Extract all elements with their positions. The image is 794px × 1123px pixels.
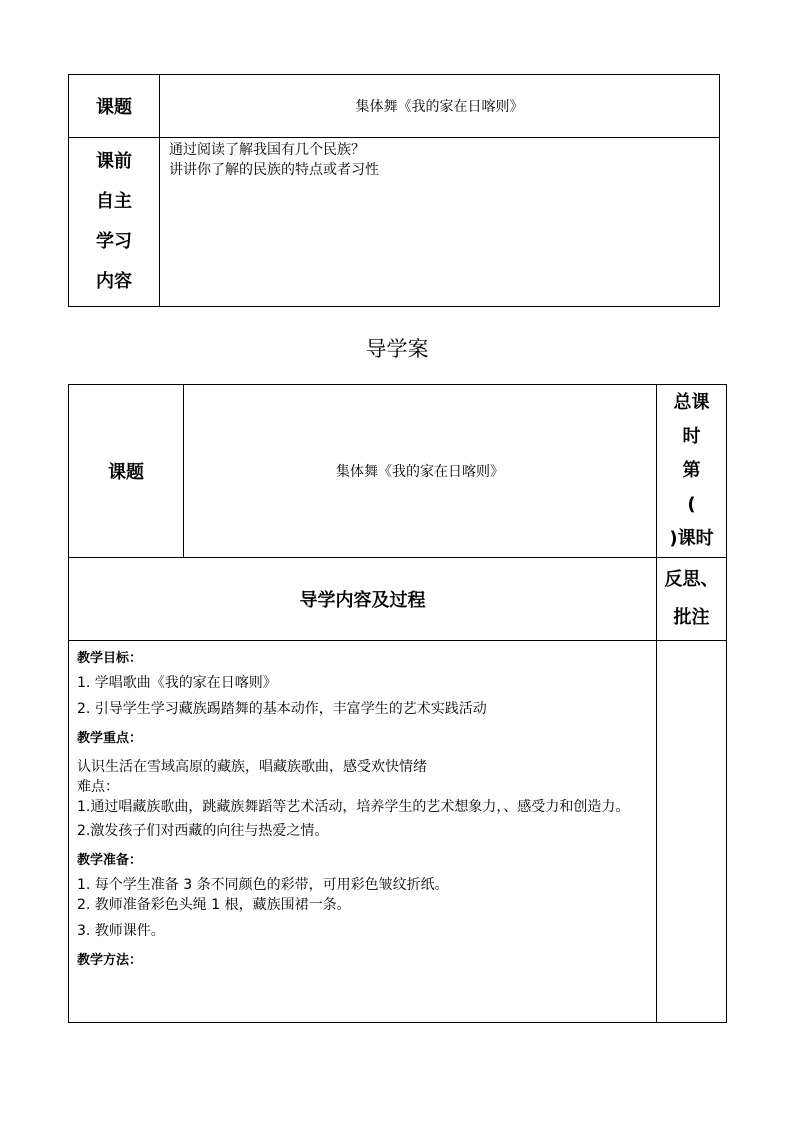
guide-topic-title: 集体舞《我的家在日喀则》 (336, 464, 504, 480)
guide-topic-title-cell (184, 385, 657, 558)
reflect-content-cell (657, 641, 727, 1023)
guide-content-cell (69, 641, 657, 1023)
pre-study-label-line: 学习 (96, 231, 132, 252)
lesson-count-line: ( (687, 494, 696, 515)
guide-header-cell (69, 558, 657, 641)
difficulties-title: 难点： (77, 779, 119, 795)
pre-study-label (69, 138, 159, 306)
pre-study-content-cell (160, 138, 720, 307)
key-points-title: 教学重点： (77, 731, 143, 746)
difficulty-item: 2.激发孩子们对西藏的向往与热爱之情。 (77, 823, 329, 839)
preparation-item: 1. 每个学生准备 3 条不同颜色的彩带，可用彩色皱纹折纸。 (77, 877, 449, 893)
lesson-count-line: )课时 (669, 528, 714, 549)
topic-label-cell (69, 75, 160, 138)
difficulty-item: 1.通过唱藏族歌曲，跳藏族舞蹈等艺术活动，培养学生的艺术想象力，、感受力和创造力。 (77, 799, 630, 815)
guide-topic-label: 课题 (108, 462, 144, 483)
objective-item: 1. 学唱歌曲《我的家在日喀则》 (77, 675, 277, 691)
preparation-item: 3. 教师课件。 (77, 923, 165, 939)
reflect-header-cell (657, 558, 727, 641)
objectives-title: 教学目标： (77, 651, 143, 666)
pre-study-table (68, 74, 720, 307)
reflect-header-line: 反思、 (664, 569, 719, 590)
lesson-count-line: 第 (682, 460, 701, 481)
pre-study-label-cell (69, 138, 160, 307)
lesson-count-line: 时 (682, 426, 701, 447)
lesson-count-cell (657, 385, 727, 558)
pre-study-question: 讲讲你了解的民族的特点或者习性 (169, 162, 379, 178)
reflect-header-line: 批注 (673, 607, 710, 628)
preparation-item: 2. 教师准备彩色头绳 1 根，藏族围裙一条。 (77, 897, 351, 913)
key-points-text: 认识生活在雪域高原的藏族，唱藏族歌曲，感受欢快情绪 (77, 759, 427, 775)
methods-title: 教学方法： (77, 953, 143, 968)
guide-topic-label-cell (69, 385, 184, 558)
pre-study-question: 通过阅读了解我国有几个民族？ (169, 142, 365, 158)
guide-header: 导学内容及过程 (299, 590, 426, 611)
topic-title: 集体舞《我的家在日喀则》 (355, 99, 524, 115)
preparation-title: 教学准备： (77, 853, 143, 868)
lesson-count (657, 385, 726, 557)
pre-study-label-line: 内容 (96, 271, 132, 292)
objective-item: 2. 引导学生学习藏族踢踏舞的基本动作，丰富学生的艺术实践活动 (77, 701, 487, 717)
reflect-header (657, 558, 726, 640)
topic-label: 课题 (96, 97, 132, 118)
lesson-count-line: 总课 (673, 392, 710, 413)
topic-title-cell (160, 75, 720, 138)
pre-study-label-line: 课前 (96, 151, 132, 172)
page-heading: 导学案 (365, 337, 429, 361)
guide-table (68, 384, 727, 1023)
pre-study-label-line: 自主 (96, 191, 132, 212)
